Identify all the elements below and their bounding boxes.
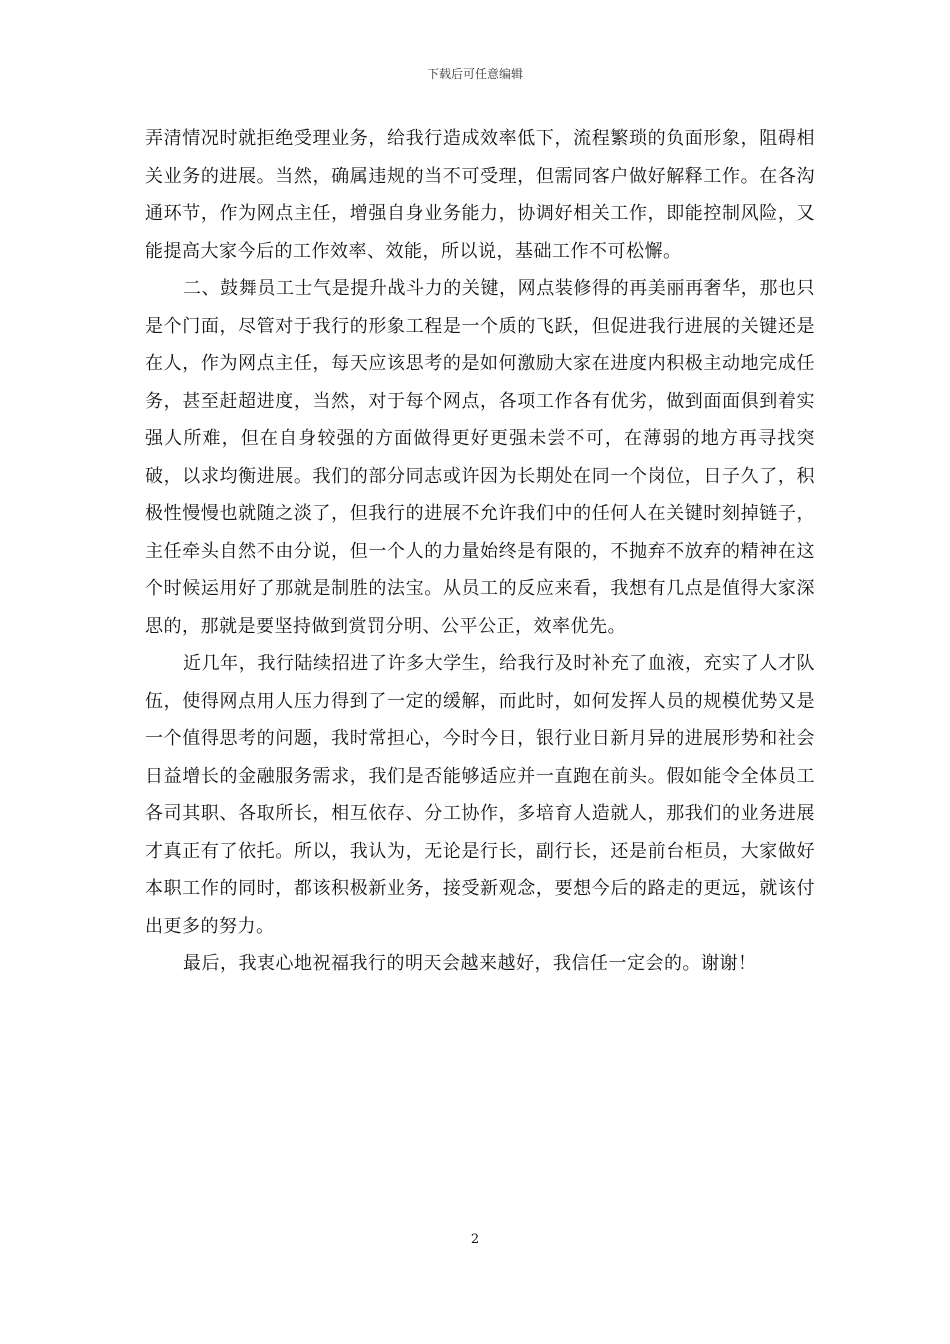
paragraph-closing: 最后，我衷心地祝福我行的明天会越来越好，我信任一定会的。谢谢！ (183, 953, 757, 974)
document-body (145, 120, 815, 983)
paragraph-continued: 弄清情况时就拒绝受理业务，给我行造成效率低下，流程繁琐的负面形象，阻碍相关业务的进展。当然，确属违规的当不可受理，但需同客户做好解释工作。在各沟通环节，作为网点主任，增强自身业务能力，协调好相关工作，即能控制风险，又能提高大家今后的工作效率、效能，所以说，基础工作不可松懈。 (145, 128, 815, 262)
paragraph-graduates: 近几年，我行陆续招进了许多大学生，给我行及时补充了血液，充实了人才队伍，使得网点用人压力得到了一定的缓解，而此时，如何发挥人员的规模优势又是一个值得思考的问题，我时常担心，今时今日，银行业日新月异的进展形势和社会日益增长的金融服务需求，我们是否能够适应并一直跑在前头。假如能令全体员工各司其职、各取所长，相互依存、分工协作，多培育人造就人，那我们的业务进展才真正有了依托。所以，我认为，无论是行长，副行长，还是前台柜员，大家做好本职工作的同时，都该积极新业务，接受新观念，要想今后的路走的更远，就该付出更多的努力。 (145, 653, 815, 937)
page-number: 2 (470, 1232, 480, 1247)
page-header: 下载后可任意编辑 (426, 67, 523, 81)
paragraph-staff-morale: 二、鼓舞员工士气是提升战斗力的关键，网点装修得的再美丽再奢华，那也只是个门面，尽管对于我行的形象工程是一个质的飞跃，但促进我行进展的关键还是在人，作为网点主任，每天应该思考的是如何激励大家在进度内积极主动地完成任务，甚至赶超进度，当然，对于每个网点，各项工作各有优劣，做到面面俱到着实强人所难，但在自身较强的方面做得更好更强未尝不可，在薄弱的地方再寻找突破，以求均衡进展。我们的部分同志或许因为长期处在同一个岗位，日子久了，积极性慢慢也就随之淡了，但我行的进展不允许我们中的任何人在关键时刻掉链子，主任牵头自然不由分说，但一个人的力量始终是有限的，不抛弃不放弃的精神在这个时候运用好了那就是制胜的法宝。从员工的反应来看，我想有几点是值得大家深思的，那就是要坚持做到赏罚分明、公平公正，效率优先。 (145, 278, 815, 637)
